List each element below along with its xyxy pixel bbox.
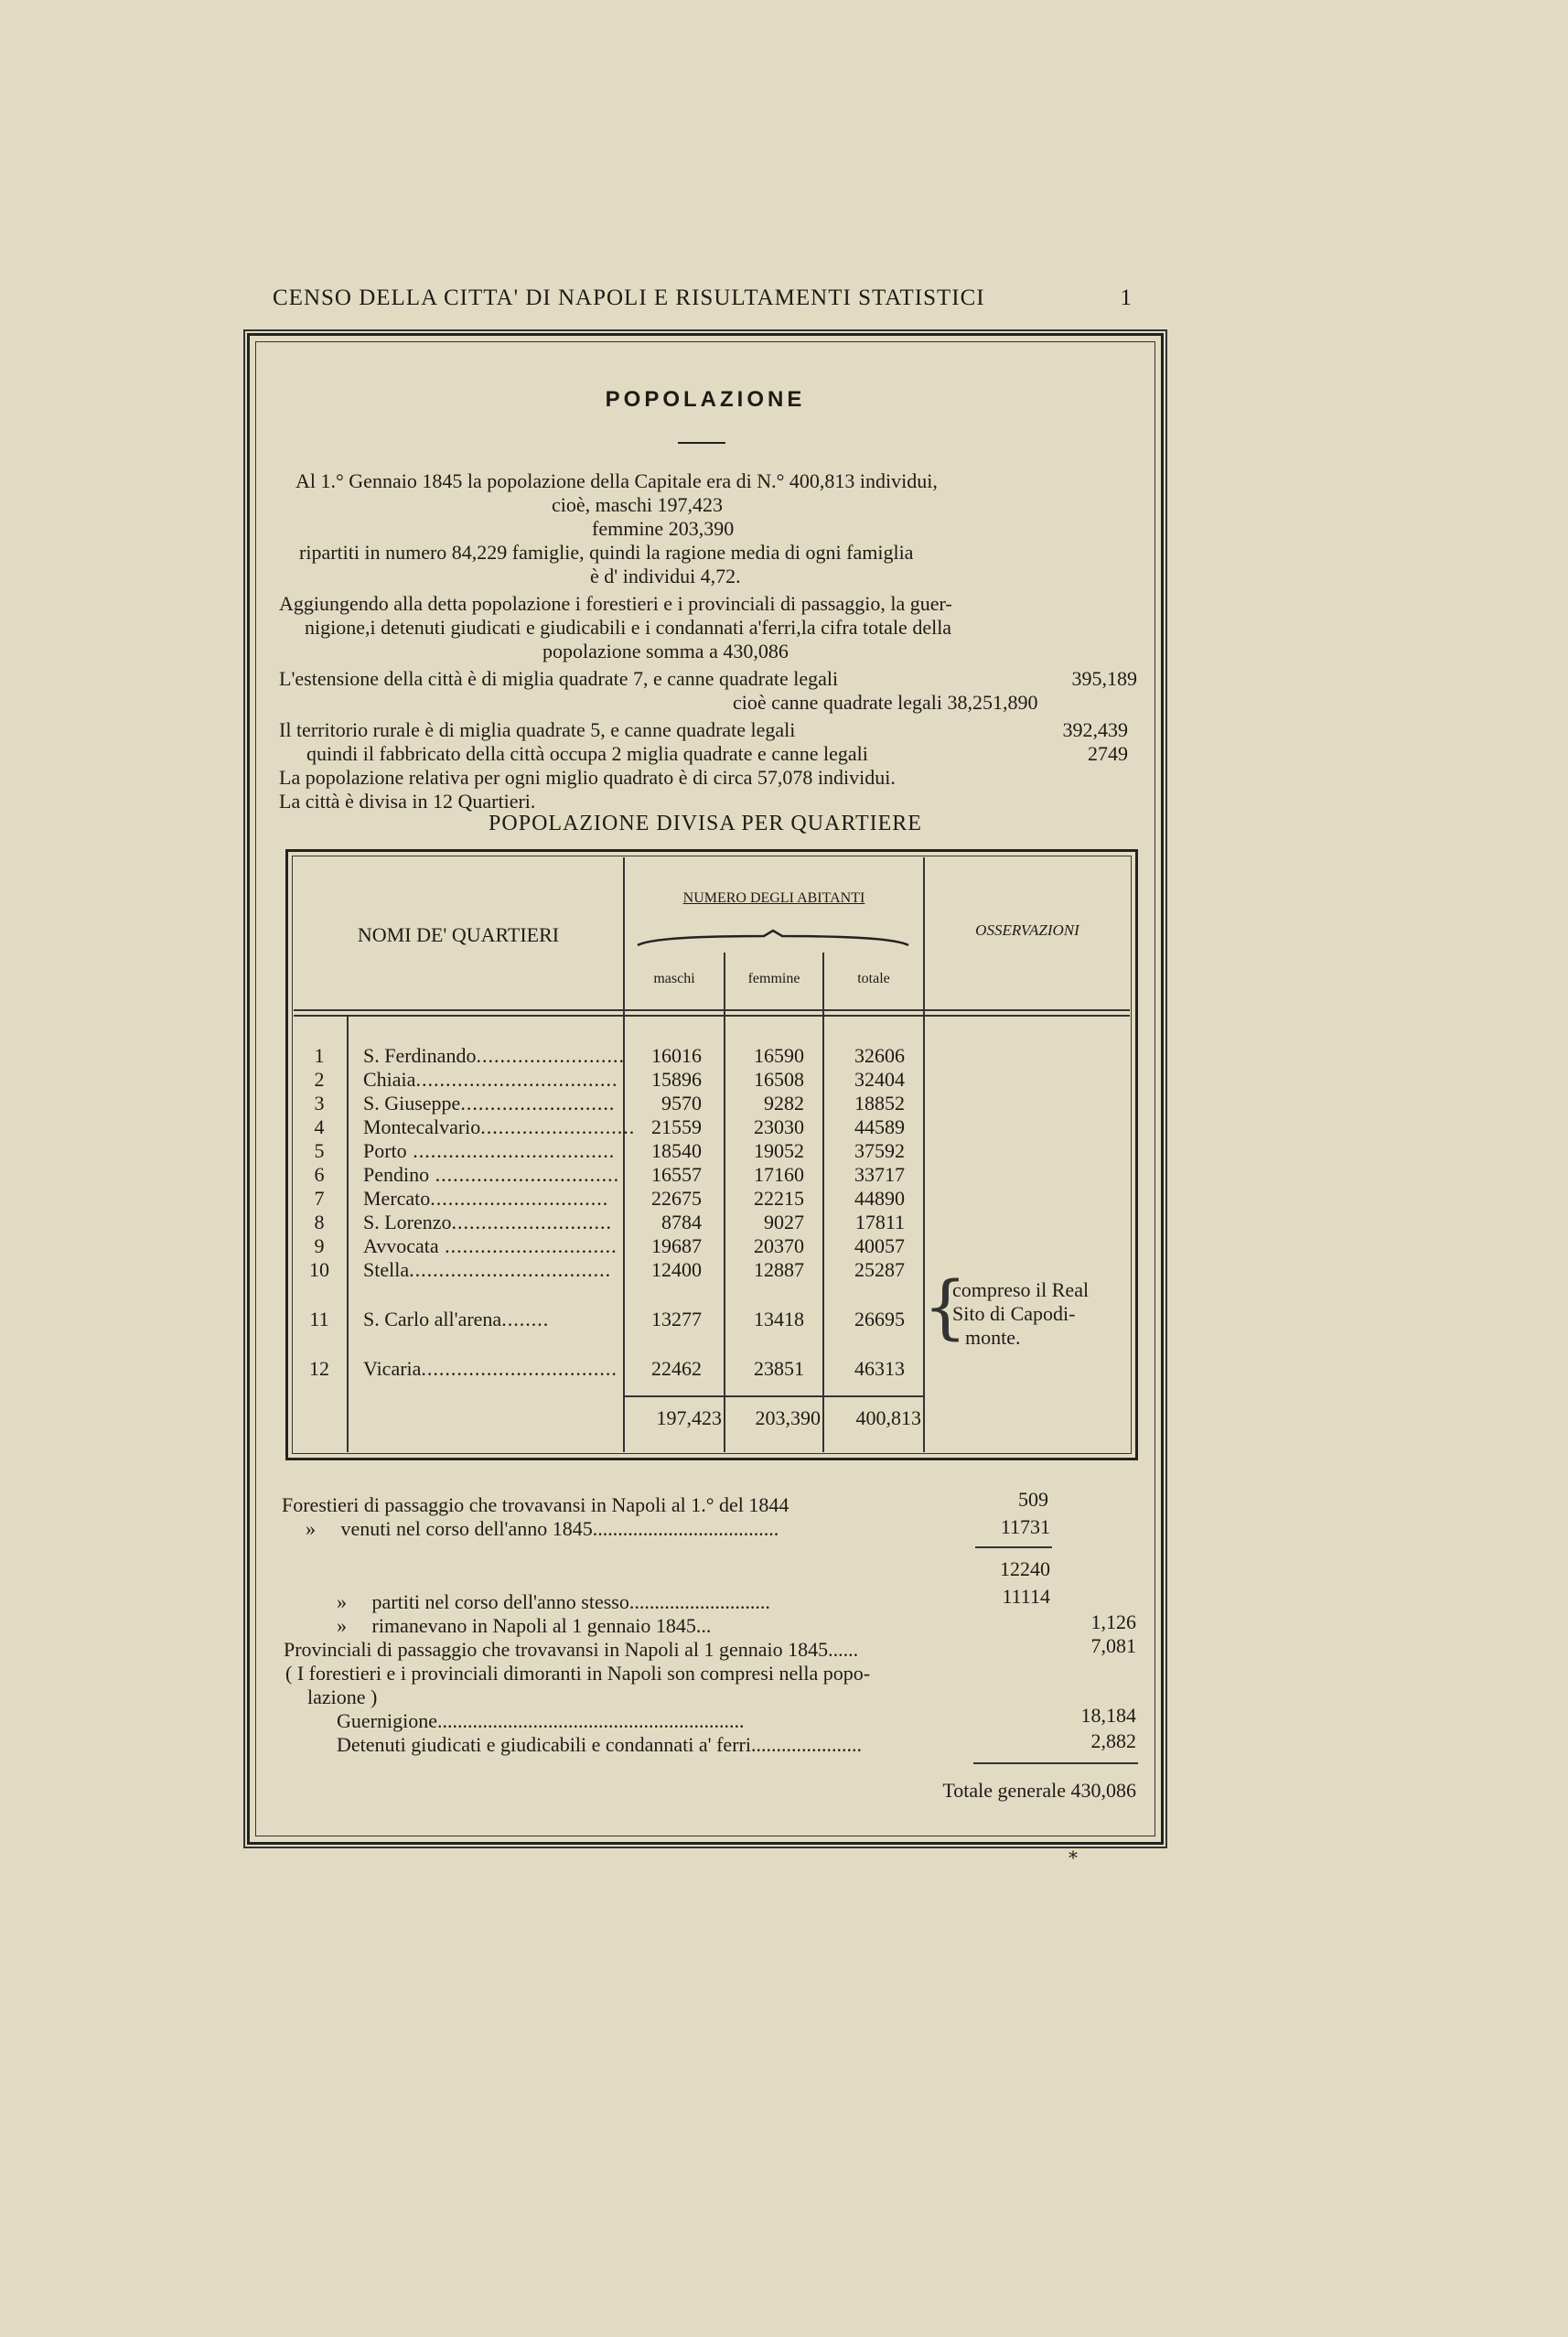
curly-brace: { [923,1265,968,1347]
row-name [363,1187,616,1211]
row-name-text: S. Giuseppe [363,1092,461,1115]
row-maschi: 16557 [651,1163,702,1186]
footer-value-10: 2,882 [1090,1729,1136,1752]
leader-dots: .......................... [460,1092,616,1115]
intro-line-8: popolazione somma a 430,086 [542,640,789,662]
row-num: 2 [314,1068,325,1091]
row-femmine: 23030 [754,1115,804,1138]
quartieri-table [285,849,1138,1460]
footer-value-1: 509 [1018,1488,1048,1511]
title-rule [678,442,725,444]
row-name-text: Avvocata [363,1234,439,1257]
row-num: 5 [314,1139,325,1162]
row-name [363,1308,616,1331]
running-header [273,285,1133,311]
row-femmine: 23851 [754,1357,804,1380]
row-totale: 26695 [854,1308,905,1330]
row-name [363,1357,616,1381]
grand-total: Totale generale 430,086 [942,1779,1136,1802]
header-rule [294,1009,1130,1011]
row-femmine: 16508 [754,1068,804,1091]
leader-dots: ............................. [438,1234,618,1257]
row-num: 4 [314,1115,325,1138]
leader-dots: .................................. [406,1139,616,1162]
section-title: POPOLAZIONE [605,387,806,412]
row-femmine: 13418 [754,1308,804,1330]
total-maschi: 197,423 [656,1406,722,1429]
row-maschi: 15896 [651,1068,702,1091]
leader-dots: ......................... [476,1044,625,1067]
row-totale: 37592 [854,1139,905,1162]
row-maschi: 16016 [651,1044,702,1067]
row-name-text: S. Carlo all'arena [363,1308,502,1330]
row-maschi: 18540 [651,1139,702,1162]
row-name [363,1139,616,1163]
page-number: 1 [1120,285,1133,310]
row-name [363,1234,616,1258]
footer-value-6: 7,081 [1090,1634,1136,1657]
row-name [363,1115,636,1139]
row-name [363,1258,616,1282]
totals-rule [623,1395,925,1397]
row-name-text: S. Ferdinando [363,1044,477,1067]
printer-mark: * [1069,1847,1078,1869]
total-totale: 400,813 [855,1406,921,1429]
leader-dots: ..................................... [592,1517,779,1540]
note-line-1: compreso il Real [952,1278,1090,1301]
row-name-text: Montecalvario [363,1115,481,1138]
leader-dots: ............................................................. [436,1709,745,1732]
divider-f [822,953,824,1452]
row-maschi: 22462 [651,1357,702,1380]
leader-dots: .......................... [480,1115,636,1138]
divider-names [623,857,625,1452]
row-name [363,1044,625,1068]
footer-value-5: 1,126 [1090,1610,1136,1633]
col-header-femmine: femmine [747,971,800,986]
intro-line-4: ripartiti in numero 84,229 famiglie, quindi la ragione media di ogni famiglia [299,541,914,564]
col-header-maschi: maschi [653,971,695,986]
row-totale: 18852 [854,1092,905,1115]
row-totale: 46313 [854,1357,905,1380]
sum-rule [975,1546,1052,1548]
header-rule-2 [294,1015,1130,1017]
divider-obs [923,857,925,1452]
row-name-text: Chiaia [363,1068,416,1091]
row-maschi: 21559 [651,1115,702,1138]
divider-num [347,1017,349,1452]
footer-line-10-text: Detenuti giudicati e giudicabili e condannati a' ferri [337,1733,751,1756]
footer-line-4 [337,1590,770,1614]
row-maschi: 22675 [651,1187,702,1210]
row-num: 12 [309,1357,329,1380]
row-maschi: 13277 [651,1308,702,1330]
row-femmine: 20370 [754,1234,804,1257]
leader-dots: ................................. [421,1357,618,1380]
leader-dots: ............................ [628,1590,770,1613]
leader-dots: ... [695,1614,712,1637]
row-maschi: 8784 [661,1211,702,1233]
row-maschi: 9570 [661,1092,702,1115]
footer-line-2-text: » venuti nel corso dell'anno 1845 [306,1517,593,1540]
row-maschi: 12400 [651,1258,702,1281]
row-femmine: 19052 [754,1139,804,1162]
col-header-names: NOMI DE' QUARTIERI [357,923,560,946]
intro-line-7: nigione,i detenuti giudicati e giudicabili e i condannati a'ferri,la cifra totale della [305,616,952,639]
row-name-text: S. Lorenzo [363,1211,452,1233]
row-totale: 25287 [854,1258,905,1281]
row-femmine: 9282 [764,1092,804,1115]
intro-line-3: femmine 203,390 [592,517,735,540]
leader-dots: ...................... [750,1733,862,1756]
intro-value-9: 395,189 [1071,667,1137,690]
row-num: 6 [314,1163,325,1186]
footer-value-9: 18,184 [1080,1704,1136,1727]
leader-dots: ........ [501,1308,550,1330]
row-totale: 40057 [854,1234,905,1257]
footer-line-2 [306,1517,779,1541]
row-name-text: Porto [363,1139,407,1162]
footer-line-1: Forestieri di passaggio che trovavansi in Napoli al 1.° del 1844 [282,1493,789,1516]
intro-line-11: Il territorio rurale è di miglia quadrate 5, e canne quadrate legali [279,718,796,741]
header-title: CENSO DELLA CITTA' DI NAPOLI E RISULTAMENTI STATISTICI [273,285,985,310]
row-num: 9 [314,1234,325,1257]
row-name-text: Mercato [363,1187,431,1210]
row-name [363,1211,616,1234]
row-femmine: 17160 [754,1163,804,1186]
footer-value-4: 11114 [1002,1585,1050,1608]
intro-line-5: è d' individui 4,72. [590,565,741,587]
leader-dots: .................................. [415,1068,618,1091]
row-femmine: 22215 [754,1187,804,1210]
intro-line-10: cioè canne quadrate legali 38,251,890 [733,691,1038,714]
intro-line-14: La città è divisa in 12 Quartieri. [279,790,536,813]
row-name-text: Pendino [363,1163,430,1186]
leader-dots: ........................... [451,1211,613,1233]
row-name [363,1068,616,1092]
col-header-observations: OSSERVAZIONI [975,921,1079,939]
row-femmine: 9027 [764,1211,804,1233]
row-num: 1 [314,1044,325,1067]
leader-dots: .................................. [409,1258,612,1281]
intro-line-13: La popolazione relativa per ogni miglio quadrato è di circa 57,078 individui. [279,766,896,789]
divider-m [724,953,725,1452]
row-name-text: Vicaria [363,1357,422,1380]
footer-line-5 [337,1614,711,1638]
row-num: 7 [314,1187,325,1210]
footer-value-3: 12240 [1000,1557,1050,1580]
row-totale: 17811 [854,1211,905,1233]
intro-line-2: cioè, maschi 197,423 [552,493,723,516]
row-num: 11 [309,1308,329,1330]
footer-line-6: Provinciali di passaggio che trovavansi in Napoli al 1 gennaio 1845...... [284,1638,859,1661]
row-totale: 32606 [854,1044,905,1067]
footer-line-7: ( I forestieri e i provinciali dimoranti in Napoli son compresi nella popo- [285,1662,871,1685]
row-num: 8 [314,1211,325,1233]
row-totale: 32404 [854,1068,905,1091]
row-name [363,1092,616,1115]
row-totale: 44589 [854,1115,905,1138]
footer-line-9 [337,1709,744,1733]
note-line-2: Sito di Capodi- [952,1302,1076,1325]
intro-value-12: 2749 [1088,742,1128,765]
note-line-3: monte. [965,1326,1021,1349]
row-num: 10 [309,1258,329,1281]
footer-line-8: lazione ) [307,1685,378,1708]
intro-line-9: L'estensione della città è di miglia quadrate 7, e canne quadrate legali [279,667,839,690]
row-maschi: 19687 [651,1234,702,1257]
total-rule [973,1762,1138,1764]
table-title: POPOLAZIONE DIVISA PER QUARTIERE [489,812,922,835]
intro-value-11: 392,439 [1062,718,1128,741]
row-num: 3 [314,1092,325,1115]
row-femmine: 16590 [754,1044,804,1067]
row-name [363,1163,620,1187]
intro-line-12: quindi il fabbricato della città occupa 2 miglia quadrate e canne legali [306,742,868,765]
row-femmine: 12887 [754,1258,804,1281]
total-femmine: 203,390 [755,1406,821,1429]
col-header-group: NUMERO DEGLI ABITANTI [682,890,865,906]
leader-dots: ............................... [429,1163,620,1186]
footer-line-10 [337,1733,862,1757]
intro-line-6: Aggiungendo alla detta popolazione i forestieri e i provinciali di passaggio, la guer- [279,592,952,615]
intro-line-1: Al 1.° Gennaio 1845 la popolazione della Capitale era di N.° 400,813 individui, [295,469,938,492]
brace-group [636,929,910,951]
col-header-totale: totale [857,971,890,986]
footer-line-5-text: » rimanevano in Napoli al 1 gennaio 1845 [337,1614,696,1637]
footer-value-2: 11731 [1000,1515,1050,1538]
footer-line-4-text: » partiti nel corso dell'anno stesso [337,1590,629,1613]
row-totale: 44890 [854,1187,905,1210]
row-totale: 33717 [854,1163,905,1186]
footer-line-9-text: Guernigione [337,1709,437,1732]
row-name-text: Stella [363,1258,410,1281]
leader-dots: .............................. [430,1187,609,1210]
